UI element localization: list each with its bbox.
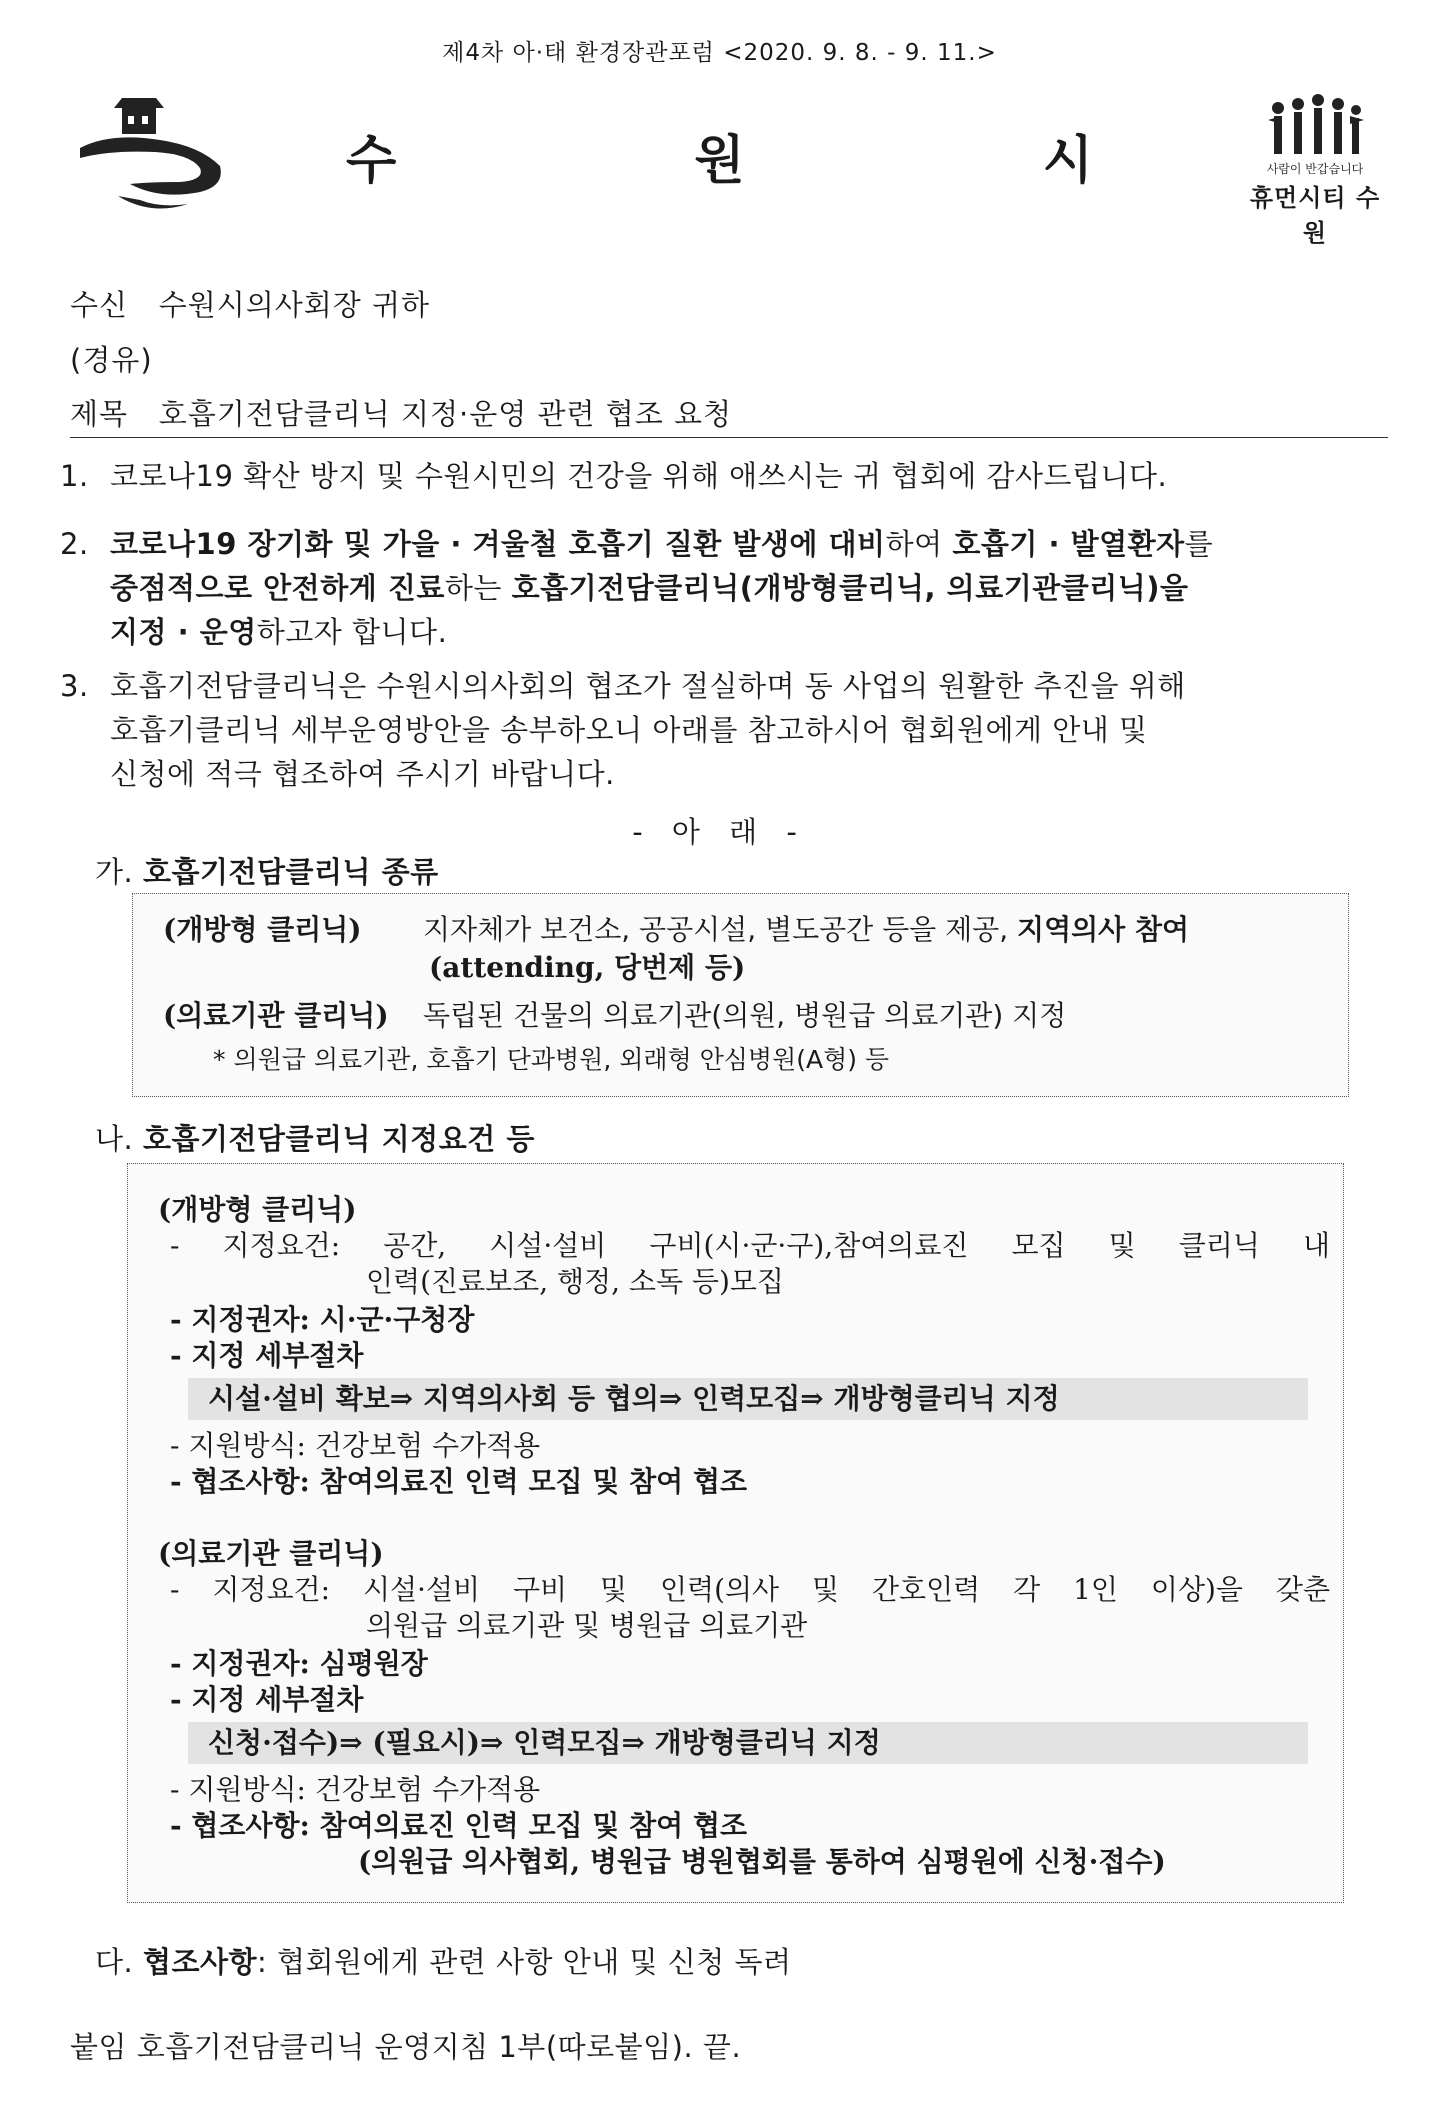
section-title: 호흡기전담클리닉 지정요건 등 bbox=[142, 1122, 535, 1156]
open-procedure-label: - 지정 세부절차 bbox=[170, 1339, 364, 1372]
open-support: - 지원방식: 건강보험 수가적용 bbox=[170, 1429, 541, 1462]
paragraph-3 bbox=[60, 664, 1390, 796]
text-line: 신청에 적극 협조하여 주시기 바랍니다. bbox=[110, 757, 615, 791]
section-ga-heading bbox=[95, 850, 439, 891]
people-figures-icon bbox=[1240, 90, 1390, 160]
section-title: 호흡기전담클리닉 종류 bbox=[142, 855, 439, 889]
med-procedure-flow: 신청·접수)⇒ (필요시)⇒ 인력모집⇒ 개방형클리닉 지정 bbox=[208, 1726, 881, 1759]
open-procedure-flow: 시설·설비 확보⇒ 지역의사회 등 협의⇒ 인력모집⇒ 개방형클리닉 지정 bbox=[208, 1382, 1060, 1415]
human-city-logo bbox=[1240, 90, 1390, 247]
open-clinic-label: (개방형 클리닉) bbox=[163, 913, 362, 946]
med-procedure-label: - 지정 세부절차 bbox=[170, 1683, 364, 1716]
open-req-line2: 인력(진료보조, 행정, 소독 등)모집 bbox=[366, 1265, 784, 1298]
clinic-types-box bbox=[132, 893, 1349, 1097]
paragraph-2 bbox=[60, 522, 1390, 654]
emphasis-text: 호흡기 · 발열환자 bbox=[952, 527, 1185, 561]
section-label: 가. bbox=[95, 855, 134, 889]
section-na-heading bbox=[95, 1117, 535, 1158]
open-clinic-desc bbox=[423, 912, 1189, 948]
section-label: 다. bbox=[95, 1945, 134, 1979]
emphasis-text: 중점적으로 안전하게 진료 bbox=[110, 571, 445, 605]
designation-requirements-box bbox=[127, 1163, 1344, 1903]
med-cooperation: - 협조사항: 참여의료진 인력 모집 및 참여 협조 bbox=[170, 1809, 748, 1842]
plain-text: 하여 bbox=[885, 527, 953, 561]
paragraph-1 bbox=[60, 454, 1390, 498]
open-cooperation: - 협조사항: 참여의료진 인력 모집 및 참여 협조 bbox=[170, 1465, 748, 1498]
via-line: (경유) bbox=[70, 343, 153, 377]
open-clinic-desc-2: (attending, 당번제 등) bbox=[429, 951, 746, 984]
section-da-heading bbox=[95, 1940, 792, 1981]
header-divider bbox=[70, 437, 1388, 438]
section-label: 나. bbox=[95, 1122, 134, 1156]
med-clinic-label: (의료기관 클리닉) bbox=[163, 999, 389, 1032]
text-line: 호흡기전담클리닉은 수원시의사회의 협조가 절실하며 동 사업의 원활한 추진을 위해 bbox=[110, 669, 1186, 703]
subject-value: 호흡기전담클리닉 지정·운영 관련 협조 요청 bbox=[158, 397, 733, 431]
forum-header: 제4차 아·태 환경장관포럼 <2020. 9. 8. - 9. 11.> bbox=[442, 40, 997, 66]
attachment-line: 붙임 호흡기전담클리닉 운영지침 1부(따로붙임). 끝. bbox=[70, 2030, 742, 2064]
notice-heading: - 아 래 - bbox=[632, 815, 807, 849]
paragraph-number: 2. bbox=[60, 527, 89, 561]
emphasis-text: 지정 · 운영 bbox=[110, 615, 257, 649]
med-cooperation-detail: (의원급 의사협회, 병원급 병원협회를 통하여 심평원에 신청·접수) bbox=[358, 1845, 1166, 1878]
subject-line bbox=[70, 392, 732, 433]
section-text: : 협회원에게 관련 사항 안내 및 신청 독려 bbox=[257, 1945, 792, 1979]
med-authority: - 지정권자: 심평원장 bbox=[170, 1647, 428, 1680]
paragraph-text bbox=[110, 522, 1390, 654]
emphasis-text: 호흡기전담클리닉(개방형클리닉, 의료기관클리닉)을 bbox=[511, 571, 1189, 605]
slogan-small: 사람이 반갑습니다 bbox=[1266, 162, 1364, 176]
paragraph-number: 1. bbox=[60, 459, 89, 493]
page-title: 수 원 시 bbox=[346, 131, 1233, 191]
slogan-human-city: 휴먼시티 수원 bbox=[1249, 184, 1381, 247]
med-req-line1: - 지정요건: 시설·설비 구비 및 인력(의사 및 간호인력 각 1인 이상)을 갖춘 bbox=[170, 1573, 1330, 1606]
plain-text: 를 bbox=[1184, 527, 1214, 561]
section-title: 협조사항 bbox=[142, 1945, 258, 1979]
open-authority: - 지정권자: 시·군·구청장 bbox=[170, 1303, 475, 1336]
paragraph-text bbox=[110, 664, 1390, 796]
text-line: 호흡기클리닉 세부운영방안을 송부하오니 아래를 참고하시어 협회원에게 안내 및 bbox=[110, 713, 1148, 747]
plain-text: 하는 bbox=[444, 571, 512, 605]
emphasis-text: 지역의사 참여 bbox=[1017, 913, 1190, 946]
med-clinic-note: * 의원급 의료기관, 호흡기 단과병원, 외래형 안심병원(A형) 등 bbox=[213, 1045, 890, 1074]
paragraph-number: 3. bbox=[60, 669, 89, 703]
plain-text: 지자체가 보건소, 공공시설, 별도공간 등을 제공, bbox=[423, 913, 1018, 946]
recipient-value: 수원시의사회장 귀하 bbox=[158, 288, 431, 322]
paragraph-text: 코로나19 확산 방지 및 수원시민의 건강을 위해 애쓰시는 귀 협회에 감사드립니다. bbox=[110, 459, 1168, 493]
med-req-line2: 의원급 의료기관 및 병원급 의료기관 bbox=[366, 1609, 808, 1642]
open-req-line1: - 지정요건: 공간, 시설·설비 구비(시·군·구),참여의료진 모집 및 클리닉 내 bbox=[170, 1229, 1330, 1262]
subject-label: 제목 bbox=[70, 397, 129, 431]
open-clinic-label: (개방형 클리닉) bbox=[158, 1193, 357, 1226]
emphasis-text: 코로나19 장기화 및 가을 · 겨울철 호흡기 질환 발생에 대비 bbox=[110, 527, 886, 561]
recipient-line bbox=[70, 283, 430, 324]
med-clinic-label: (의료기관 클리닉) bbox=[158, 1537, 384, 1570]
recipient-label: 수신 bbox=[70, 288, 129, 322]
med-clinic-desc: 독립된 건물의 의료기관(의원, 병원급 의료기관) 지정 bbox=[423, 999, 1067, 1032]
plain-text: 하고자 합니다. bbox=[256, 615, 448, 649]
med-support: - 지원방식: 건강보험 수가적용 bbox=[170, 1773, 541, 1806]
